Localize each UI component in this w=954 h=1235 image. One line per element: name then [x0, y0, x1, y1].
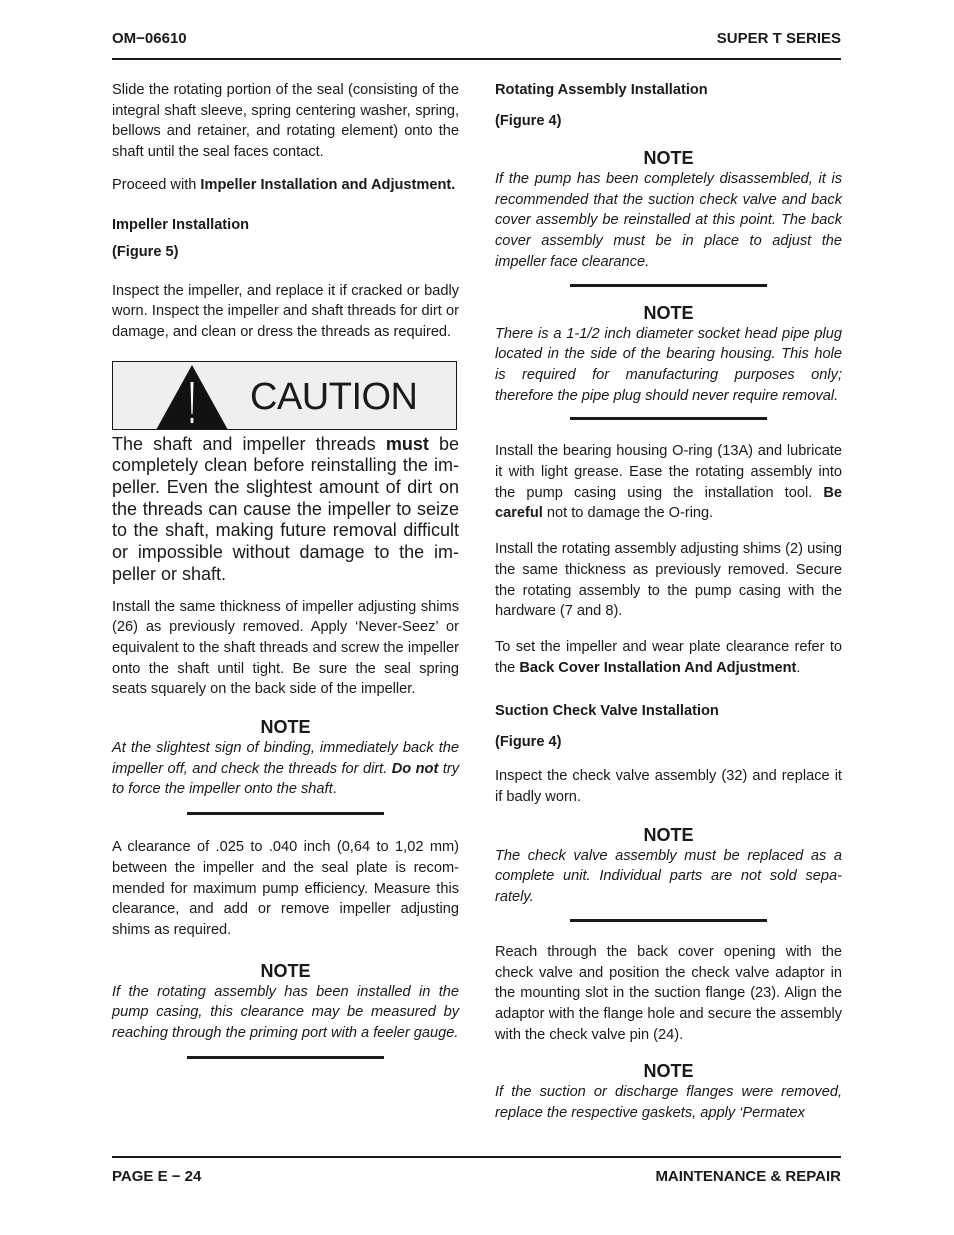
series-title: SUPER T SERIES: [716, 30, 841, 47]
disassembled-note: If the pump has been completely disassembled, it is recommended that the suction check valve and back cover assembly be reinstalled at this point. The back cover assembly must be in place to adjust the impeller face clearance.: [495, 171, 842, 270]
inspect-impeller-paragraph: Inspect the impeller, and replace it if cracked or badly worn. Inspect the impeller and shaft threads for dirt or damage, and clean or dress the threads as required.: [112, 282, 459, 340]
note-title: NOTE: [643, 148, 694, 168]
note-title: NOTE: [643, 1061, 694, 1082]
left-column: [112, 80, 459, 1059]
check-valve-heading: Suction Check Valve Installation: [495, 703, 719, 720]
warning-triangle-icon: [155, 364, 229, 430]
flange-gasket-note: If the suction or discharge flanges were removed, replace the respective gaskets, apply ‘Permatex: [495, 1084, 842, 1122]
impeller-figure-ref: (Figure 5): [112, 243, 179, 260]
page-number: PAGE E − 24: [112, 1168, 202, 1185]
adjusting-shims-paragraph: Install the rotating assembly adjusting shims (2) using the same thickness as previously removed. Secure the rotating assembly to the pump casing with the hardware (7 and 8).: [495, 541, 842, 620]
header-rule: [112, 58, 841, 60]
impeller-installation-heading: Impeller Installation: [112, 216, 250, 233]
inspect-check-valve-paragraph: Inspect the check valve assembly (32) and replace it if badly worn.: [495, 768, 842, 806]
check-valve-unit-note: The check valve assembly must be replaced as a complete unit. Individual parts are not sold separately.: [495, 847, 842, 906]
rotating-assembly-heading: Rotating Assembly Installation: [495, 82, 708, 98]
rotating-figure-ref: (Figure 4): [495, 113, 562, 129]
o-ring-paragraph: Install the bearing housing O-ring (13A) and lubricate it with light grease. Ease the rotating assembly into the pump casing using the installation tool. Be careful not to damage the O-ring.: [495, 443, 842, 522]
caution-label: CAUTION: [250, 375, 418, 418]
install-shims-paragraph: Install the same thickness of impeller adjusting shims (26) as previously removed. Apply ‘Never-Seez’ or equivalent to the shaft threads and screw the impeller onto the shaft until tight. Be sure the seal spring seats squarely on the back side of the impeller.: [112, 598, 459, 698]
clearance-measure-note: If the rotating assembly has been installed in the pump casing, this clearance may be measured by reaching through the priming port with a feeler gauge.: [112, 983, 459, 1042]
note-title: NOTE: [260, 960, 311, 981]
binding-note: At the slightest sign of binding, immediately back the impeller off, and check the threads for dirt. Do not try to force the impeller onto the shaft.: [112, 740, 459, 798]
section-title: MAINTENANCE & REPAIR: [655, 1168, 841, 1185]
footer-rule: [112, 1156, 841, 1158]
note-title: NOTE: [260, 717, 311, 738]
clearance-reference-paragraph: To set the impeller and wear plate clearance refer to the Back Cover Installation And Adjustment.: [495, 638, 842, 676]
note-title: NOTE: [643, 302, 694, 323]
check-valve-position-paragraph: Reach through the back cover opening with the check valve and position the check valve adaptor in the mounting slot in the suction flange (23). Align the adaptor with the flange hole and secure the assembly with the check valve pin (24).: [495, 943, 842, 1043]
document-number: OM−06610: [112, 30, 187, 47]
pipe-plug-note: There is a 1-1/2 inch diameter socket head pipe plug located in the side of the bearing housing. This hole is required for manufacturing purposes only; therefore the pipe plug should never require removal.: [495, 325, 842, 404]
note-separator: [187, 1056, 384, 1059]
check-valve-figure-ref: (Figure 4): [495, 734, 562, 751]
note-separator: [570, 417, 767, 420]
clearance-paragraph: A clearance of .025 to .040 inch (0,64 to 1,02 mm) between the impeller and the seal plate is recommended for maximum pump efficiency. Measure this clearance, and add or remove impeller adjusting shims as required.: [112, 839, 459, 938]
note-separator: [570, 919, 767, 922]
note-separator: [570, 284, 767, 287]
note-title: NOTE: [643, 824, 694, 845]
caution-message: The shaft and impeller threads must be completely clean before reinstalling the impeller. Even the slightest amount of dirt on the threads can cause the impeller to seize to the shaft, making future removal difficult or impossible without damage to the impeller or shaft.: [112, 433, 459, 584]
right-column: [495, 80, 842, 1124]
note-separator: [187, 812, 384, 815]
caution-banner: [112, 361, 457, 430]
seal-slide-paragraph: Slide the rotating portion of the seal (consisting of the integral shaft sleeve, spring centering washer, spring, bellows and retainer, and rotating element) onto the shaft until the seal faces contact.: [112, 82, 459, 161]
proceed-paragraph: Proceed with Impeller Installation and Adjustment.: [112, 176, 456, 193]
